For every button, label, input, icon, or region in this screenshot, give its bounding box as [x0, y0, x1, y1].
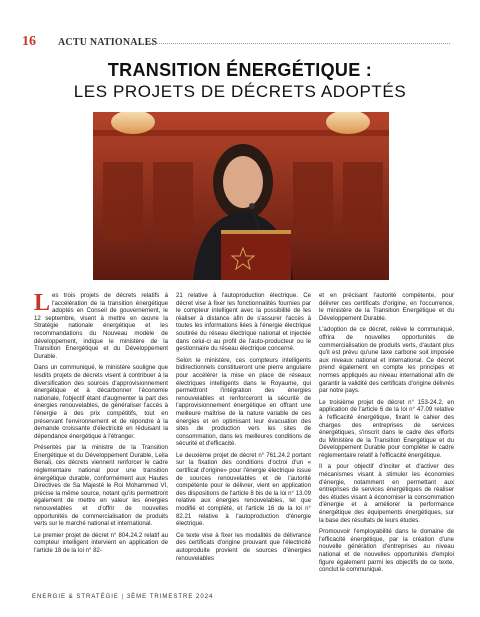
header-rule	[140, 43, 450, 44]
paragraph: Promouvoir l'employabilité dans le domaine de l'efficacité énergétique, par la création d'une nouvelle génération d'entreprises au niveau national et de nouvelles opportunités d'emploi figure également parmi les objectifs de ce texte, conclut le communiqué.	[319, 528, 454, 574]
paragraph: Ce texte vise à fixer les modalités de délivrance des certificats d'origine prouvant que l'électricité autoproduite provient de sources d'énergies renouvelables	[176, 531, 311, 562]
paragraph: Présentés par la ministre de la Transition Energétique et du Développement Durable, Leila Benali, ces décrets viennent renforcer le cadre réglementaire national pour une transition énergétique durable, conformément aux Hautes Directives de Sa Majesté le Roi Mohammed VI, précise la même source, notant qu'ils permettront également de mettre en valeur les énergies renouvelables et d'offrir de nouvelles opportunités de commercialisation de produits verts sur le marché national et international.	[34, 444, 168, 528]
paragraph: L'adoption de ce décret, relève le communiqué, offrira de nouvelles opportunités de commercialisation de produits verts, d'autant plus qu'il est prévu qu'une taxe carbone soit imposée aux niveaux national et international. Ce décret prend également en compte les principes et normes appliqués au niveau international afin de garantir la validité des certificats d'origine délivrés par notre pays.	[319, 326, 454, 395]
article-body	[34, 292, 454, 584]
article-photo	[93, 112, 389, 280]
paragraph: Le troisième projet de décret n° 153-24.2, en application de l'article 6 de la loi n° 47.09 relative à l'efficacité énergétique, fixant le cahier des charges des entreprises de services énergétiques, s'inscrit dans le cadre des efforts du Ministère de la Transition Energétique et du Développement Durable pour compléter le cadre réglementaire relatif à l'efficacité énergétique.	[319, 398, 454, 459]
paragraph: Le deuxième projet de décret n° 761.24.2 portant sur la fixation des conditions d'octroi d'un « certificat d'origine» pour l'énergie électrique issue de sources renouvelables et de l'autorité compétente pour le délivrer, vient en application des dispositions de l'article 8 bis de la loi n° 13.09 relative aux énergies renouvelables, tel que modifié et complété, et l'article 16 de la loi n° 82.21 relative à l'autoproduction d'énergie électrique.	[176, 451, 311, 528]
paragraph: Dans un communiqué, le ministère souligne que lesdits projets de décrets visent à contribuer à la diversification des sources d'approvisionnement énergétique et à décarbonner l'économie nationale, l'objectif étant d'augmenter la part des énergies renouvelables, de généraliser l'accès à l'énergie à des prix compétitifs, tout en préservant l'environnement et de répondre à la demande croissante d'électricité en réduisant la dépendance énergétique à l'étranger.	[34, 364, 168, 440]
drop-cap: L	[34, 290, 51, 316]
article-title: TRANSITION ÉNERGÉTIQUE :	[107, 60, 373, 80]
section-label: ACTU NATIONALES	[58, 37, 158, 48]
magazine-name: ENERGIE & STRATÉGIE	[32, 594, 119, 600]
photo-illustration	[93, 112, 389, 280]
paragraph: Le premier projet de décret n° 804.24.2 relatif au compteur intelligent intervient en application de l'article 18 de la loi n° 82-	[34, 531, 168, 554]
issue-label: 3ÈME TRIMESTRE 2024	[126, 594, 214, 600]
article-column-3	[319, 292, 454, 578]
article-column-2	[176, 292, 311, 566]
paragraph: Il a pour objectif d'inciter et d'activer des mécanismes visant à stimuler les économies d'énergie, notamment en permettant aux entreprises de services énergétiques de réaliser des études visant à économiser la consommation d'énergie et à améliorer la performance énergétique des équipements énergétiques, sur la base des résultats de leurs études.	[319, 463, 454, 524]
article-subtitle: LES PROJETS DE DÉCRETS ADOPTÉS	[73, 82, 407, 101]
article-column-1	[34, 292, 168, 559]
paragraph: 21 relative à l'autoproduction électrique. Ce décret vise à fixer les fonctionnalités fournies par le compteur intelligent avec la possibilité de les réaliser à distance afin de s'assurer l'accès à toutes les informations liées à l'énergie électrique soutirée du réseau électrique national et injectée dans celui-ci au profit de l'auto-producteur ou le gestionnaire du réseau électrique concerné.	[176, 292, 311, 353]
page-footer	[32, 594, 213, 600]
footer-separator: |	[121, 594, 125, 600]
paragraph: es trois projets de décrets relatifs à l'accélération de la transition énergétique adoptés en Conseil de gouvernement, le 12 septembre, visent à mettre en œuvre la Stratégie nationale énergétique et les recommandations du Nouveau modèle de développement, indique le ministère de la Transition Energétique et du Développement Durable.	[34, 292, 168, 360]
page-number: 16	[22, 34, 36, 49]
paragraph: Selon le ministère, ces compteurs intelligents bidirectionnels constitueront une pierre angulaire pour accélérer la mise en place de réseaux électriques intelligents dans le Royaume, qui permettront l'intégration des énergies renouvelables et renforceront la sécurité de l'approvisionnement énergétique en offrant une meilleure maîtrise de la nature variable de ces énergies et en optimisant leur évacuation des sites de production vers les sites de consommation, dans les meilleures conditions de sécurité et d'efficacité.	[176, 356, 311, 448]
paragraph: et en précisant l'autorité compétente, pour délivrer ces certificats d'origine, en l'occurrence, le ministère de la Transition Energétique et du Développement Durable.	[319, 292, 454, 322]
